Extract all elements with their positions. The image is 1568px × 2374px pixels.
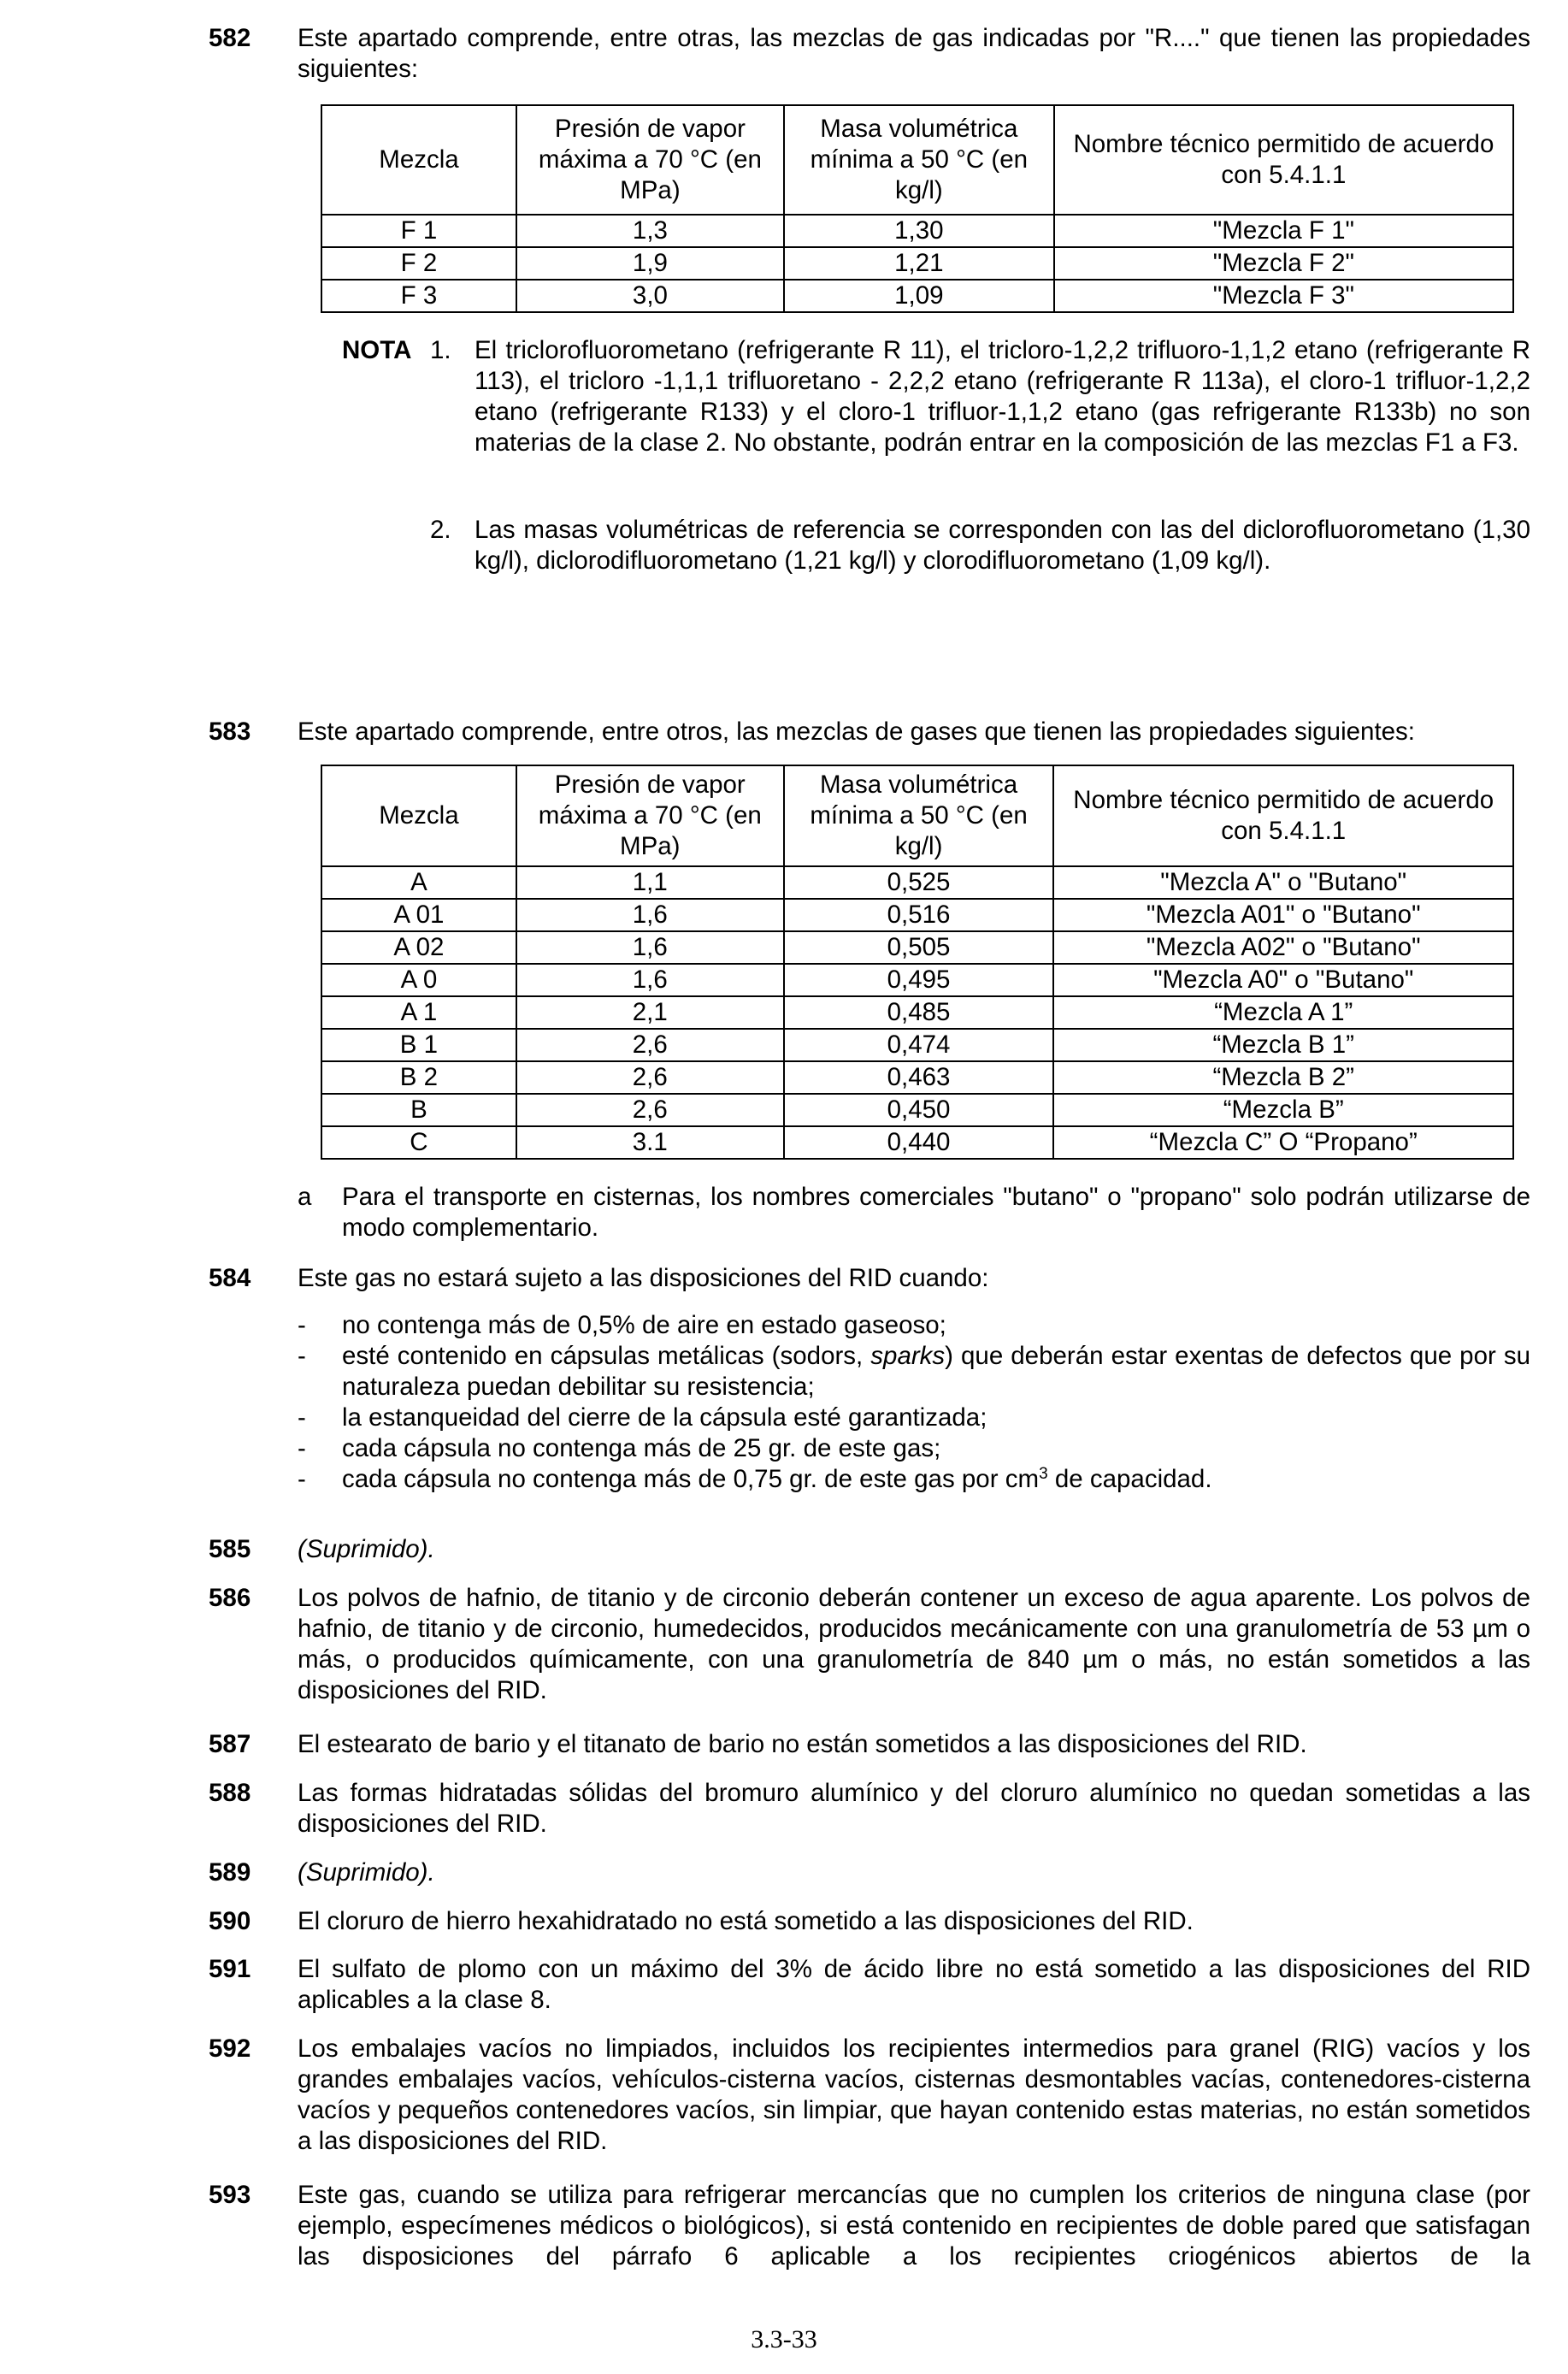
table-cell: B <box>321 1094 516 1126</box>
section-587 <box>209 1729 1530 1760</box>
list-dash: - <box>298 1434 306 1462</box>
paragraph-text: (Suprimido). <box>298 1858 435 1887</box>
table-cell: 1,30 <box>784 215 1054 247</box>
table-cell: 0,525 <box>784 866 1054 899</box>
paragraph-number: 586 <box>209 1584 251 1612</box>
table-cell: 1,6 <box>516 964 784 996</box>
note-1 <box>342 335 1530 458</box>
table-row <box>321 931 1513 964</box>
section-589 <box>209 1857 1530 1888</box>
note-number: 2. <box>430 516 451 544</box>
table-cell: "Mezcla F 3" <box>1054 280 1513 312</box>
table-cell: 0,495 <box>784 964 1054 996</box>
table-cell: "Mezcla A" o "Butano" <box>1053 866 1513 899</box>
table-cell: 0,450 <box>784 1094 1054 1126</box>
paragraph-text: (Suprimido). <box>298 1535 435 1563</box>
list-item: - esté contenido en cápsulas metálicas (sodors, sparks) que deberán estar exentas de defectos que por su naturaleza puedan debilitar su resistencia; <box>298 1342 1530 1401</box>
table-cell: 1,6 <box>516 899 784 931</box>
paragraph-number: 585 <box>209 1535 251 1563</box>
table-cell: 0,440 <box>784 1126 1054 1159</box>
table-cell: 0,505 <box>784 931 1054 964</box>
table-row <box>321 866 1513 899</box>
table-cell: 2,6 <box>516 1061 784 1094</box>
section-588 <box>209 1778 1530 1840</box>
table-cell: "Mezcla A02" o "Butano" <box>1053 931 1513 964</box>
italic-term: sparks <box>870 1342 946 1370</box>
table-row <box>321 280 1513 312</box>
paragraph-text: El estearato de bario y el titanato de bario no están sometidos a las disposiciones del RID. <box>298 1730 1307 1758</box>
table-cell: "Mezcla A01" o "Butano" <box>1053 899 1513 931</box>
table-cell: A 0 <box>321 964 516 996</box>
table-cell: 2,6 <box>516 1029 784 1061</box>
list-dash: - <box>298 1465 306 1493</box>
table-cell: “Mezcla C” O “Propano” <box>1053 1126 1513 1159</box>
mixture-table-ab <box>298 765 1514 1160</box>
mixture-table-f <box>298 104 1514 313</box>
table-cell: 1,21 <box>784 247 1054 280</box>
table-cell: A 02 <box>321 931 516 964</box>
conditions-list <box>298 1310 1530 1495</box>
paragraph-number: 591 <box>209 1955 251 1983</box>
footnote-text: Para el transporte en cisternas, los nombres comerciales "butano" o "propano" solo podrán utilizarse de modo complementario. <box>342 1183 1530 1242</box>
paragraph-text: El sulfato de plomo con un máximo del 3% de ácido libre no está sometido a las disposiciones del RID aplicables a la clase 8. <box>298 1955 1530 2014</box>
paragraph-text: Este apartado comprende, entre otros, las mezclas de gases que tienen las propiedades siguientes: <box>298 718 1415 746</box>
list-dash: - <box>298 1403 306 1432</box>
paragraph-number: 584 <box>209 1264 251 1292</box>
table-cell: "Mezcla F 2" <box>1054 247 1513 280</box>
paragraph-text: Las formas hidratadas sólidas del bromuro alumínico y del cloruro alumínico no quedan sometidas a las disposiciones del RID. <box>298 1779 1530 1838</box>
table-cell: B 2 <box>321 1061 516 1094</box>
table-cell: 2,6 <box>516 1094 784 1126</box>
paragraph-number: 592 <box>209 2034 251 2063</box>
table-header-cell: Masa volumétrica mínima a 50 °C (en kg/l) <box>784 105 1054 215</box>
table-cell: “Mezcla A 1” <box>1053 996 1513 1029</box>
paragraph-number: 583 <box>209 718 251 746</box>
paragraph-number: 593 <box>209 2181 251 2209</box>
table-cell: "Mezcla F 1" <box>1054 215 1513 247</box>
paragraph-number: 582 <box>209 24 251 52</box>
paragraph-number: 590 <box>209 1907 251 1935</box>
table-row <box>321 964 1513 996</box>
paragraph-text: Este gas, cuando se utiliza para refrigerar mercancías que no cumplen los criterios de ninguna clase (por ejemplo, especímenes médicos o biológicos), si está contenido en recipientes de doble pared que satisfagan las disposiciones del párrafo 6 aplicable a los recipientes criogénicos abiertos de la <box>298 2181 1530 2271</box>
table-header-cell: Nombre técnico permitido de acuerdo con 5.4.1.1 <box>1053 765 1513 866</box>
table-cell: 3,0 <box>516 280 784 312</box>
paragraph-number: 587 <box>209 1730 251 1758</box>
list-item: - cada cápsula no contenga más de 25 gr. de este gas; <box>298 1434 941 1462</box>
table-row <box>321 899 1513 931</box>
paragraph-text: Este apartado comprende, entre otras, las mezclas de gas indicadas por "R...." que tienen las propiedades siguientes: <box>298 24 1530 83</box>
table-cell: 3.1 <box>516 1126 784 1159</box>
list-dash: - <box>298 1342 306 1370</box>
table-cell: 0,463 <box>784 1061 1054 1094</box>
table-cell: “Mezcla B 1” <box>1053 1029 1513 1061</box>
table-header-cell: Mezcla <box>321 765 516 866</box>
table-footnote <box>298 1182 1530 1243</box>
paragraph-text: Los embalajes vacíos no limpiados, incluidos los recipientes intermedios para granel (RIG) vacíos y los grandes embalajes vacíos, vehículos-cisterna vacíos, cisternas desmontables vacías, contenedores-cisterna vacíos y pequeños contenedores vacíos, sin limpiar, que hayan contenido estas materias, no están sometidos a las disposiciones del RID. <box>298 2034 1530 2155</box>
table-header-cell: Nombre técnico permitido de acuerdo con 5.4.1.1 <box>1054 105 1513 215</box>
note-number: 1. <box>430 336 451 364</box>
paragraph-number: 588 <box>209 1779 251 1807</box>
section-586 <box>209 1583 1530 1706</box>
table-cell: A 01 <box>321 899 516 931</box>
section-582 <box>209 23 1530 85</box>
table-cell: F 1 <box>321 215 516 247</box>
paragraph-text: Este gas no estará sujeto a las disposiciones del RID cuando: <box>298 1264 989 1292</box>
table-cell: 1,09 <box>784 280 1054 312</box>
table-cell: 1,6 <box>516 931 784 964</box>
table-cell: 1,3 <box>516 215 784 247</box>
table-row <box>321 247 1513 280</box>
table-cell: A 1 <box>321 996 516 1029</box>
table-cell: "Mezcla A0" o "Butano" <box>1053 964 1513 996</box>
paragraph-text: El cloruro de hierro hexahidratado no está sometido a las disposiciones del RID. <box>298 1907 1194 1935</box>
table-cell: 1,9 <box>516 247 784 280</box>
list-dash: - <box>298 1311 306 1339</box>
table-cell: 0,485 <box>784 996 1054 1029</box>
page-number: 3.3-33 <box>751 2325 817 2353</box>
section-593 <box>209 2180 1530 2272</box>
paragraph-text: Los polvos de hafnio, de titanio y de circonio deberán contener un exceso de agua aparente. Los polvos de hafnio, de titanio y de circonio, humedecidos, producidos mecánicamente con una granulometría de 53 µm o más, o producidos químicamente, con una granulometría de 840 µm o más, no están sometidos a las disposiciones del RID. <box>298 1584 1530 1704</box>
table-header-cell: Mezcla <box>321 105 516 215</box>
section-585 <box>209 1534 1530 1565</box>
table-header-cell: Presión de vapor máxima a 70 °C (en MPa) <box>516 765 784 866</box>
paragraph-number: 589 <box>209 1858 251 1887</box>
list-item: - la estanqueidad del cierre de la cápsula esté garantizada; <box>298 1403 987 1432</box>
section-583 <box>209 717 1530 747</box>
table-cell: 2,1 <box>516 996 784 1029</box>
list-item: - cada cápsula no contenga más de 0,75 gr. de este gas por $cm^3$ de capacidad. <box>298 1465 1212 1493</box>
table-row <box>321 1061 1513 1094</box>
table-cell: “Mezcla B 2” <box>1053 1061 1513 1094</box>
table-cell: A <box>321 866 516 899</box>
table-row <box>321 215 1513 247</box>
section-590 <box>209 1906 1530 1937</box>
superscript: 3 <box>1039 1465 1048 1483</box>
table-header-cell: Masa volumétrica mínima a 50 °C (en kg/l) <box>784 765 1054 866</box>
table-cell: 1,1 <box>516 866 784 899</box>
table-header-cell: Presión de vapor máxima a 70 °C (en MPa) <box>516 105 784 215</box>
section-584 <box>209 1263 1530 1294</box>
section-592 <box>209 2034 1530 2157</box>
section-591 <box>209 1954 1530 2016</box>
note-2 <box>342 515 1530 576</box>
footnote-marker: a <box>298 1183 312 1211</box>
table-row <box>321 996 1513 1029</box>
table-row <box>321 1126 1513 1159</box>
table-cell: F 2 <box>321 247 516 280</box>
table-cell: C <box>321 1126 516 1159</box>
table-cell: B 1 <box>321 1029 516 1061</box>
list-item: - no contenga más de 0,5% de aire en estado gaseoso; <box>298 1311 946 1339</box>
table-cell: F 3 <box>321 280 516 312</box>
table-cell: 0,516 <box>784 899 1054 931</box>
table-row <box>321 1094 1513 1126</box>
note-label: NOTA <box>342 336 412 364</box>
table-cell: “Mezcla B” <box>1053 1094 1513 1126</box>
note-text: El triclorofluorometano (refrigerante R 11), el tricloro-1,2,2 trifluoro-1,1,2 etano (refrigerante R 113), el tricloro -1,1,1 trifluoretano - 2,2,2 etano (refrigerante R 113a), el cloro-1 trifluor-1,2,2 etano (refrigerante R133) y el cloro-1 trifluor-1,1,2 etano (gas refrigerante R133b) no son materias de la clase 2. No obstante, podrán entrar en la composición de las mezclas F1 a F3. <box>475 336 1530 457</box>
note-text: Las masas volumétricas de referencia se corresponden con las del diclorofluorometano (1,30 kg/l), diclorodifluorometano (1,21 kg/l) y clorodifluorometano (1,09 kg/l). <box>475 516 1530 575</box>
table-row <box>321 1029 1513 1061</box>
table-cell: 0,474 <box>784 1029 1054 1061</box>
